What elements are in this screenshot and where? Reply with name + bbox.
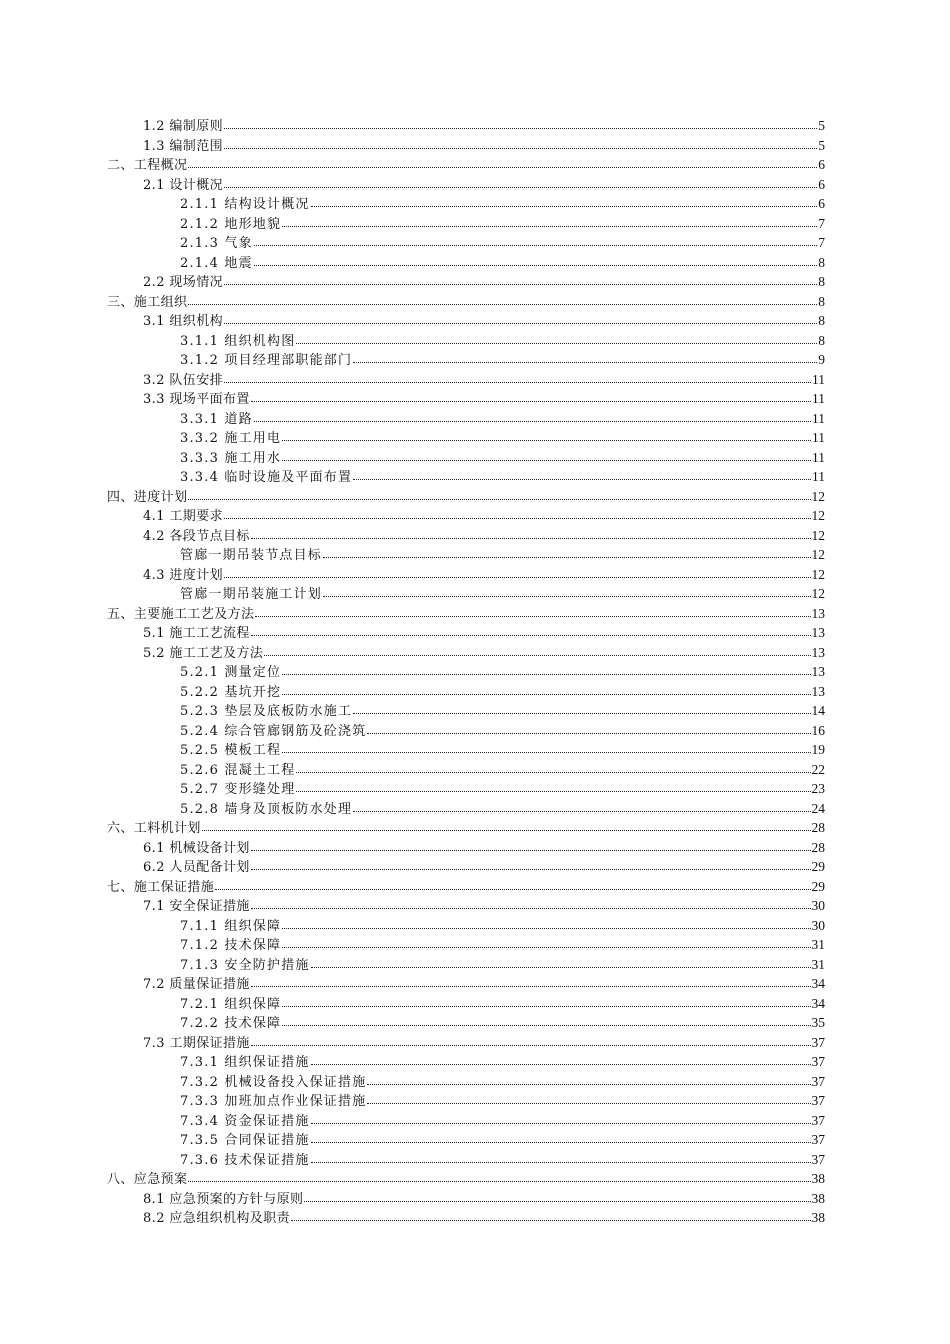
- toc-entry[interactable]: [0, 1111, 950, 1131]
- toc-entry[interactable]: [0, 838, 950, 858]
- toc-page-number: 38: [811, 1210, 825, 1225]
- toc-page-number: 8: [818, 313, 825, 328]
- toc-page-number: 7: [818, 235, 825, 250]
- toc-entry[interactable]: [0, 1130, 950, 1150]
- toc-entry[interactable]: [0, 1208, 950, 1228]
- toc-page-number: 34: [811, 976, 825, 991]
- toc-entry-line: [143, 1033, 825, 1054]
- toc-entry-line: [107, 1169, 825, 1190]
- dot-leader: [282, 935, 810, 948]
- toc-entry-label: 二、工程概况: [107, 158, 188, 173]
- toc-entry-line: [143, 838, 825, 859]
- toc-entry-label: 5.2.1 测量定位: [180, 665, 282, 680]
- toc-entry-line: [107, 604, 825, 625]
- toc-page-number: 29: [811, 878, 825, 894]
- toc-entry-line: [180, 584, 825, 605]
- dot-leader: [215, 877, 810, 890]
- toc-entry-label: 3.2 队伍安排: [143, 372, 224, 388]
- toc-page-number: 31: [811, 956, 825, 972]
- toc-entry[interactable]: [0, 1169, 950, 1189]
- toc-page-number: 37: [811, 1073, 825, 1089]
- toc-page-number: 34: [811, 995, 825, 1011]
- toc-page-number: 28: [811, 839, 825, 855]
- toc-entry-label: 7.1.1 组织保障: [180, 918, 282, 934]
- toc-page-number: 19: [811, 742, 825, 757]
- dot-leader: [224, 370, 811, 383]
- toc-entry[interactable]: [0, 311, 950, 331]
- dot-leader: [188, 292, 817, 305]
- toc-page-number: 12: [811, 566, 825, 582]
- toc-page-number: 12: [811, 586, 825, 601]
- dot-leader: [264, 643, 810, 656]
- toc-entry-label: 3.3 现场平面布置: [143, 392, 250, 407]
- toc-entry[interactable]: [0, 779, 950, 799]
- toc-page-number: 11: [812, 410, 825, 426]
- toc-entry[interactable]: [0, 1091, 950, 1111]
- toc-entry-label: 1.2 编制原则: [143, 119, 224, 134]
- toc-entry[interactable]: [0, 350, 950, 370]
- toc-entry-line: [143, 370, 825, 391]
- dot-leader: [224, 565, 810, 578]
- toc-entry[interactable]: [0, 701, 950, 721]
- toc-entry-line: [180, 448, 825, 469]
- toc-entry-label: 5.1 施工工艺流程: [143, 626, 250, 641]
- dot-leader: [254, 409, 811, 422]
- toc-entry-line: [180, 1091, 825, 1112]
- toc-entry[interactable]: [0, 487, 950, 507]
- toc-entry-label: 3.1.2 项目经理部职能部门: [180, 353, 353, 368]
- toc-entry-line: [180, 721, 825, 742]
- toc-entry-line: [180, 799, 825, 820]
- toc-entry-label: 八、应急预案: [107, 1172, 188, 1187]
- toc-page-number: 24: [811, 800, 825, 816]
- dot-leader: [367, 721, 810, 734]
- toc-page-number: 29: [811, 859, 825, 874]
- toc-page-number: 9: [818, 352, 825, 367]
- toc-entry-label: 3.1 组织机构: [143, 314, 224, 329]
- toc-page-number: 31: [811, 937, 825, 952]
- toc-entry-line: [180, 331, 825, 352]
- toc-entry[interactable]: [0, 799, 950, 819]
- toc-entry-label: 4.3 进度计划: [143, 567, 224, 583]
- dot-leader: [224, 506, 810, 519]
- toc-entry[interactable]: [0, 389, 950, 409]
- toc-entry-line: [143, 857, 825, 878]
- toc-entry-label: 五、主要施工工艺及方法: [107, 606, 255, 622]
- dot-leader: [188, 1169, 810, 1182]
- dot-leader: [188, 487, 810, 500]
- dot-leader: [296, 331, 817, 344]
- toc-entry[interactable]: [0, 194, 950, 214]
- toc-page-number: 13: [811, 664, 825, 679]
- toc-entry-line: [180, 740, 825, 761]
- dot-leader: [311, 194, 818, 207]
- dot-leader: [304, 1189, 810, 1202]
- toc-entry-label: 3.3.4 临时设施及平面布置: [180, 470, 353, 485]
- toc-entry[interactable]: [0, 643, 950, 663]
- dot-leader: [251, 526, 811, 539]
- toc-entry-label: 5.2 施工工艺及方法: [143, 645, 264, 661]
- toc-entry-line: [180, 779, 825, 800]
- toc-page-number: 22: [811, 761, 825, 777]
- toc-entry-line: [107, 877, 825, 898]
- toc-entry-line: [180, 1013, 825, 1034]
- toc-entry-label: 7.3.3 加班加点作业保证措施: [180, 1094, 367, 1109]
- toc-entry-line: [180, 350, 825, 371]
- toc-entry-label: 2.1.1 结构设计概况: [180, 197, 310, 212]
- toc-entry[interactable]: [0, 623, 950, 643]
- toc-entry-line: [180, 1052, 825, 1073]
- toc-entry[interactable]: [0, 214, 950, 234]
- toc-page-number: 35: [811, 1015, 825, 1030]
- toc-entry-label: 管廊一期吊装施工计划: [180, 587, 323, 602]
- toc-entry-line: [180, 935, 825, 956]
- toc-entry-label: 5.2.5 模板工程: [180, 743, 282, 758]
- toc-page-number: 7: [818, 215, 825, 231]
- toc-page-number: 37: [811, 1112, 825, 1128]
- toc-entry-label: 7.3.6 技术保证措施: [180, 1152, 310, 1168]
- toc-entry-label: 7.2 质量保证措施: [143, 977, 250, 992]
- toc-page-number: 28: [811, 820, 825, 835]
- dot-leader: [311, 1052, 811, 1065]
- toc-entry-label: 8.2 应急组织机构及职责: [143, 1211, 291, 1226]
- toc-page-number: 37: [811, 1093, 825, 1108]
- dot-leader: [254, 253, 817, 266]
- toc-entry[interactable]: [0, 662, 950, 682]
- dot-leader: [251, 838, 811, 851]
- toc-entry-line: [143, 526, 825, 547]
- toc-entry-label: 2.1.4 地震: [180, 255, 253, 271]
- toc-entry-label: 7.3.4 资金保证措施: [180, 1113, 310, 1129]
- toc-entry[interactable]: [0, 818, 950, 838]
- toc-entry-label: 5.2.7 变形缝处理: [180, 782, 296, 797]
- toc-entry[interactable]: [0, 1013, 950, 1033]
- dot-leader: [202, 818, 811, 831]
- toc-entry[interactable]: [0, 935, 950, 955]
- toc-entry-label: 2.1.3 气象: [180, 236, 253, 251]
- dot-leader: [367, 1072, 810, 1085]
- toc-entry[interactable]: [0, 526, 950, 546]
- toc-entry-line: [180, 1111, 825, 1132]
- toc-entry-label: 2.2 现场情况: [143, 275, 224, 290]
- toc-page-number: 13: [811, 683, 825, 699]
- toc-entry-line: [180, 955, 825, 976]
- toc-entry-line: [180, 467, 825, 488]
- toc-entry[interactable]: [0, 1033, 950, 1053]
- toc-page-number: 6: [818, 176, 825, 192]
- toc-entry-line: [180, 428, 825, 449]
- toc-entry-line: [180, 233, 825, 254]
- toc-entry[interactable]: [0, 896, 950, 916]
- toc-entry[interactable]: [0, 955, 950, 975]
- toc-entry[interactable]: [0, 1072, 950, 1092]
- toc-entry[interactable]: [0, 760, 950, 780]
- toc-entry-label: 5.2.8 墙身及顶板防水处理: [180, 801, 353, 817]
- dot-leader: [353, 350, 817, 363]
- toc-entry-line: [180, 662, 825, 683]
- dot-leader: [254, 233, 817, 246]
- toc-entry[interactable]: [0, 974, 950, 994]
- toc-entry-line: [180, 1130, 825, 1151]
- toc-entry[interactable]: [0, 136, 950, 156]
- toc-page-number: 11: [812, 449, 825, 465]
- dot-leader: [353, 799, 810, 812]
- toc-entry-line: [180, 701, 825, 722]
- dot-leader: [224, 311, 817, 324]
- toc-entry-label: 7.1 安全保证措施: [143, 899, 250, 914]
- dot-leader: [311, 1150, 811, 1163]
- toc-entry-line: [143, 1189, 825, 1210]
- dot-leader: [251, 857, 811, 870]
- toc-entry[interactable]: [0, 506, 950, 526]
- toc-entry-line: [143, 974, 825, 995]
- toc-page-number: 38: [811, 1171, 825, 1186]
- toc-page-number: 12: [811, 527, 825, 543]
- toc-page-number: 37: [811, 1034, 825, 1050]
- toc-entry[interactable]: [0, 916, 950, 936]
- dot-leader: [282, 740, 810, 753]
- toc-entry-label: 3.3.2 施工用电: [180, 431, 282, 446]
- toc-entry[interactable]: [0, 253, 950, 273]
- toc-entry[interactable]: [0, 175, 950, 195]
- dot-leader: [251, 974, 811, 987]
- toc-entry[interactable]: [0, 467, 950, 487]
- toc-entry-label: 5.2.3 垫层及底板防水施工: [180, 704, 353, 719]
- toc-entry-line: [143, 116, 825, 137]
- toc-entry-label: 4.1 工期要求: [143, 509, 224, 524]
- toc-entry-line: [143, 272, 825, 293]
- toc-entry-line: [107, 487, 825, 508]
- toc-entry-line: [180, 545, 825, 566]
- toc-entry[interactable]: [0, 331, 950, 351]
- toc-entry-label: 七、施工保证措施: [107, 879, 215, 895]
- toc-page-number: 37: [811, 1151, 825, 1167]
- toc-page-number: 38: [811, 1190, 825, 1206]
- toc-entry-line: [180, 916, 825, 937]
- toc-page-number: 8: [818, 254, 825, 270]
- toc-entry[interactable]: [0, 1052, 950, 1072]
- toc-entry[interactable]: [0, 545, 950, 565]
- toc-entry-label: 7.2.2 技术保障: [180, 1016, 282, 1031]
- toc-entry-label: 管廊一期吊装节点目标: [180, 548, 323, 563]
- toc-entry[interactable]: [0, 409, 950, 429]
- toc-page-number: 5: [818, 137, 825, 153]
- dot-leader: [353, 467, 811, 480]
- dot-leader: [311, 1111, 811, 1124]
- toc-entry-label: 三、施工组织: [107, 294, 188, 310]
- toc-entry-label: 3.1.1 组织机构图: [180, 333, 296, 349]
- toc-entry-line: [143, 506, 825, 527]
- toc-entry-label: 4.2 各段节点目标: [143, 528, 250, 544]
- toc-entry-line: [107, 818, 825, 839]
- toc-page-number: 23: [811, 781, 825, 796]
- table-of-contents: [0, 116, 950, 1228]
- toc-page-number: 11: [812, 371, 825, 387]
- toc-entry-label: 6.1 机械设备计划: [143, 840, 250, 856]
- toc-entry-line: [143, 175, 825, 196]
- toc-page-number: 11: [812, 430, 825, 445]
- toc-entry-line: [143, 896, 825, 917]
- toc-entry-label: 7.2.1 组织保障: [180, 996, 282, 1012]
- toc-entry-label: 1.3 编制范围: [143, 138, 224, 154]
- toc-entry-label: 四、进度计划: [107, 489, 188, 505]
- toc-page-number: 8: [818, 332, 825, 348]
- toc-page-number: 37: [811, 1054, 825, 1069]
- toc-entry-label: 六、工料机计划: [107, 821, 201, 836]
- toc-entry-line: [180, 682, 825, 703]
- dot-leader: [282, 448, 811, 461]
- toc-entry[interactable]: [0, 604, 950, 624]
- toc-entry-line: [180, 214, 825, 235]
- toc-page-number: 14: [811, 703, 825, 718]
- toc-entry[interactable]: [0, 428, 950, 448]
- toc-entry-line: [143, 311, 825, 332]
- toc-entry-label: 5.2.4 综合管廊钢筋及砼浇筑: [180, 723, 367, 739]
- toc-entry-label: 7.3.1 组织保证措施: [180, 1055, 310, 1070]
- dot-leader: [251, 896, 811, 909]
- toc-entry-line: [107, 155, 825, 176]
- toc-page-number: 6: [818, 196, 825, 211]
- toc-entry-label: 3.3.3 施工用水: [180, 450, 282, 466]
- toc-entry-line: [180, 1072, 825, 1093]
- toc-page-number: 30: [811, 898, 825, 913]
- dot-leader: [282, 916, 810, 929]
- toc-entry[interactable]: [0, 721, 950, 741]
- toc-entry[interactable]: [0, 565, 950, 585]
- toc-page-number: 30: [811, 917, 825, 933]
- dot-leader: [251, 389, 811, 402]
- toc-entry-line: [180, 994, 825, 1015]
- dot-leader: [224, 272, 817, 285]
- toc-page-number: 6: [818, 157, 825, 172]
- toc-entry[interactable]: [0, 272, 950, 292]
- toc-entry-line: [143, 1208, 825, 1229]
- toc-page-number: 12: [811, 547, 825, 562]
- dot-leader: [353, 701, 810, 714]
- dot-leader: [251, 623, 811, 636]
- dot-leader: [311, 955, 811, 968]
- dot-leader: [282, 1013, 810, 1026]
- toc-entry[interactable]: [0, 1150, 950, 1170]
- toc-page-number: 11: [812, 469, 825, 484]
- toc-entry-label: 5.2.2 基坑开挖: [180, 684, 282, 700]
- toc-entry-line: [180, 760, 825, 781]
- toc-entry-label: 7.3 工期保证措施: [143, 1035, 250, 1051]
- dot-leader: [224, 136, 817, 149]
- toc-entry-label: 7.3.5 合同保证措施: [180, 1133, 310, 1148]
- toc-entry[interactable]: [0, 292, 950, 312]
- toc-entry-label: 3.3.1 道路: [180, 411, 253, 427]
- toc-entry-line: [107, 292, 825, 313]
- dot-leader: [323, 545, 810, 558]
- dot-leader: [224, 175, 817, 188]
- dot-leader: [296, 760, 810, 773]
- toc-entry[interactable]: [0, 740, 950, 760]
- toc-entry-label: 7.1.3 安全防护措施: [180, 957, 310, 973]
- dot-leader: [188, 155, 817, 168]
- toc-entry-label: 8.1 应急预案的方针与原则: [143, 1191, 304, 1207]
- toc-entry[interactable]: [0, 682, 950, 702]
- toc-page-number: 13: [811, 625, 825, 640]
- toc-page-number: 12: [811, 488, 825, 504]
- toc-page-number: 8: [818, 293, 825, 309]
- toc-entry[interactable]: [0, 994, 950, 1014]
- toc-page-number: 8: [818, 274, 825, 289]
- dot-leader: [282, 682, 810, 695]
- toc-entry-label: 2.1.2 地形地貌: [180, 216, 282, 232]
- dot-leader: [255, 604, 810, 617]
- toc-entry-line: [143, 565, 825, 586]
- toc-page-number: 16: [811, 722, 825, 738]
- toc-entry-line: [143, 623, 825, 644]
- toc-entry[interactable]: [0, 877, 950, 897]
- dot-leader: [282, 994, 810, 1007]
- toc-entry-label: 6.2 人员配备计划: [143, 860, 250, 875]
- toc-entry-line: [143, 389, 825, 410]
- toc-page-number: 5: [818, 118, 825, 133]
- toc-entry[interactable]: [0, 155, 950, 175]
- dot-leader: [224, 116, 817, 129]
- dot-leader: [282, 428, 811, 441]
- dot-leader: [291, 1208, 810, 1221]
- toc-entry-line: [143, 136, 825, 157]
- toc-entry[interactable]: [0, 116, 950, 136]
- toc-entry[interactable]: [0, 448, 950, 468]
- toc-page-number: 37: [811, 1132, 825, 1147]
- toc-entry-line: [143, 643, 825, 664]
- toc-entry-label: 7.1.2 技术保障: [180, 938, 282, 953]
- dot-leader: [296, 779, 810, 792]
- toc-entry-line: [180, 194, 825, 215]
- dot-leader: [367, 1091, 810, 1104]
- toc-page-number: 12: [811, 508, 825, 523]
- toc-entry[interactable]: [0, 857, 950, 877]
- toc-entry[interactable]: [0, 370, 950, 390]
- toc-page-number: 11: [812, 391, 825, 406]
- toc-entry-label: 7.3.2 机械设备投入保证措施: [180, 1074, 367, 1090]
- toc-entry-line: [180, 253, 825, 274]
- toc-entry[interactable]: [0, 233, 950, 253]
- toc-entry-line: [180, 1150, 825, 1171]
- dot-leader: [282, 214, 817, 227]
- toc-entry[interactable]: [0, 584, 950, 604]
- toc-entry[interactable]: [0, 1189, 950, 1209]
- toc-entry-line: [180, 409, 825, 430]
- toc-page-number: 13: [811, 644, 825, 660]
- dot-leader: [251, 1033, 811, 1046]
- toc-page-number: 13: [811, 605, 825, 621]
- dot-leader: [282, 662, 810, 675]
- dot-leader: [323, 584, 810, 597]
- toc-entry-label: 5.2.6 混凝土工程: [180, 762, 296, 778]
- dot-leader: [311, 1130, 811, 1143]
- toc-entry-label: 2.1 设计概况: [143, 177, 224, 193]
